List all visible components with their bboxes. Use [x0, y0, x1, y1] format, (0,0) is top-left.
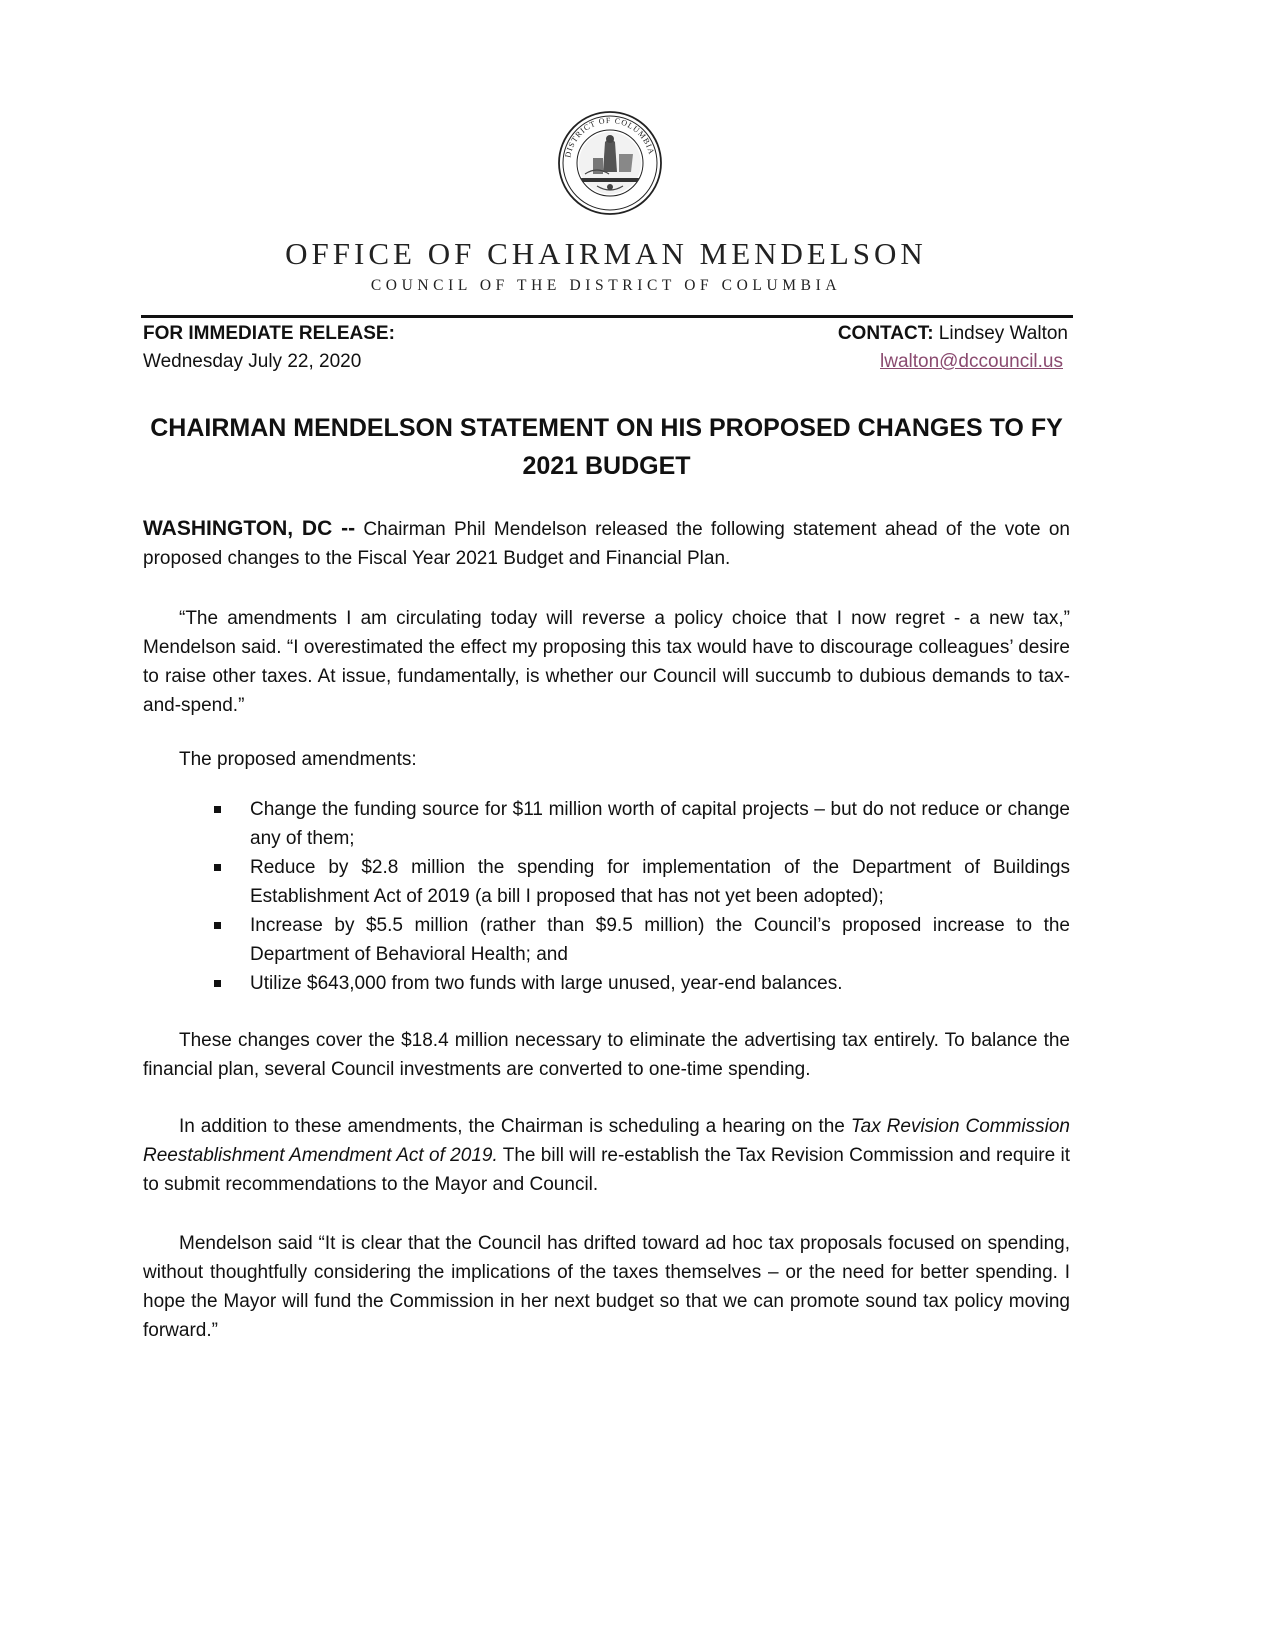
release-label: FOR IMMEDIATE RELEASE: — [143, 323, 395, 344]
svg-text:DISTRICT OF COLUMBIA: DISTRICT OF COLUMBIA — [563, 115, 657, 159]
amendments-intro: The proposed amendments: — [179, 749, 417, 770]
bullet-square-icon — [214, 922, 221, 929]
amendments-list — [213, 795, 1070, 998]
list-item: Increase by $5.5 million (rather than $9.5 million) the Council’s proposed increase to the Department of Behavioral Health; and — [213, 911, 1070, 969]
bullet-square-icon — [214, 806, 221, 813]
contact-line — [838, 323, 1068, 345]
contact-label: CONTACT: — [837, 323, 934, 344]
release-date: Wednesday July 22, 2020 — [143, 351, 362, 372]
dateline: WASHINGTON, DC -- — [143, 517, 356, 540]
contact-name: Lindsey Walton — [938, 323, 1068, 344]
changes-paragraph: These changes cover the $18.4 million necessary to eliminate the advertising tax entirely. To balance the financial plan, several Council investments are converted to one-time spending. — [143, 1030, 1070, 1080]
contact-email-link[interactable]: lwalton@dccouncil.us — [880, 351, 1063, 372]
list-item: Change the funding source for $11 million worth of capital projects – but do not reduce or change any of them; — [213, 795, 1070, 853]
bullet-square-icon — [214, 864, 221, 871]
office-subtitle: COUNCIL OF THE DISTRICT OF COLUMBIA — [370, 277, 842, 294]
hearing-paragraph: In addition to these amendments, the Chairman is scheduling a hearing on the Tax Revision Commission Reestablishment Amendment Act of 2019. The bill will re-establish the Tax Revision Commission and require it to submit recommendations to the Mayor and Council. — [143, 1116, 1070, 1195]
list-item: Reduce by $2.8 million the spending for implementation of the Department of Buildings Establishment Act of 2019 (a bill I proposed that has not yet been adopted); — [213, 853, 1070, 911]
list-item: Utilize $643,000 from two funds with large unused, year-end balances. — [213, 969, 1070, 998]
bill-title: Tax Revision Commission Reestablishment Amendment Act of 2019. — [143, 1116, 1070, 1166]
lead-text: Chairman Phil Mendelson released the following statement ahead of the vote on proposed changes to the Fiscal Year 2021 Budget and Financial Plan. — [143, 519, 1071, 569]
headline: CHAIRMAN MENDELSON STATEMENT ON HIS PROPOSED CHANGES TO FY 2021 BUDGET — [150, 414, 1063, 480]
header-divider — [141, 315, 1073, 318]
office-title: OFFICE OF CHAIRMAN MENDELSON — [285, 236, 927, 271]
bullet-square-icon — [214, 980, 221, 987]
lead-paragraph — [143, 514, 1070, 573]
quote-paragraph: “The amendments I am circulating today will reverse a policy choice that I now regret - a new tax,” Mendelson said. “I overestimated the effect my proposing this tax would have to discourage colleagues’ desire to raise other taxes. At issue, fundamentally, is whether our Council will succumb to dubious demands to tax-and-spend.” — [143, 608, 1070, 716]
dc-council-seal — [557, 110, 663, 216]
closing-paragraph: Mendelson said “It is clear that the Council has drifted toward ad hoc tax proposals focused on spending, without thoughtfully considering the implications of the taxes themselves – or the need for better spending. I hope the Mayor will fund the Commission in her next budget so that we can promote sound tax policy moving forward.” — [143, 1233, 1070, 1341]
